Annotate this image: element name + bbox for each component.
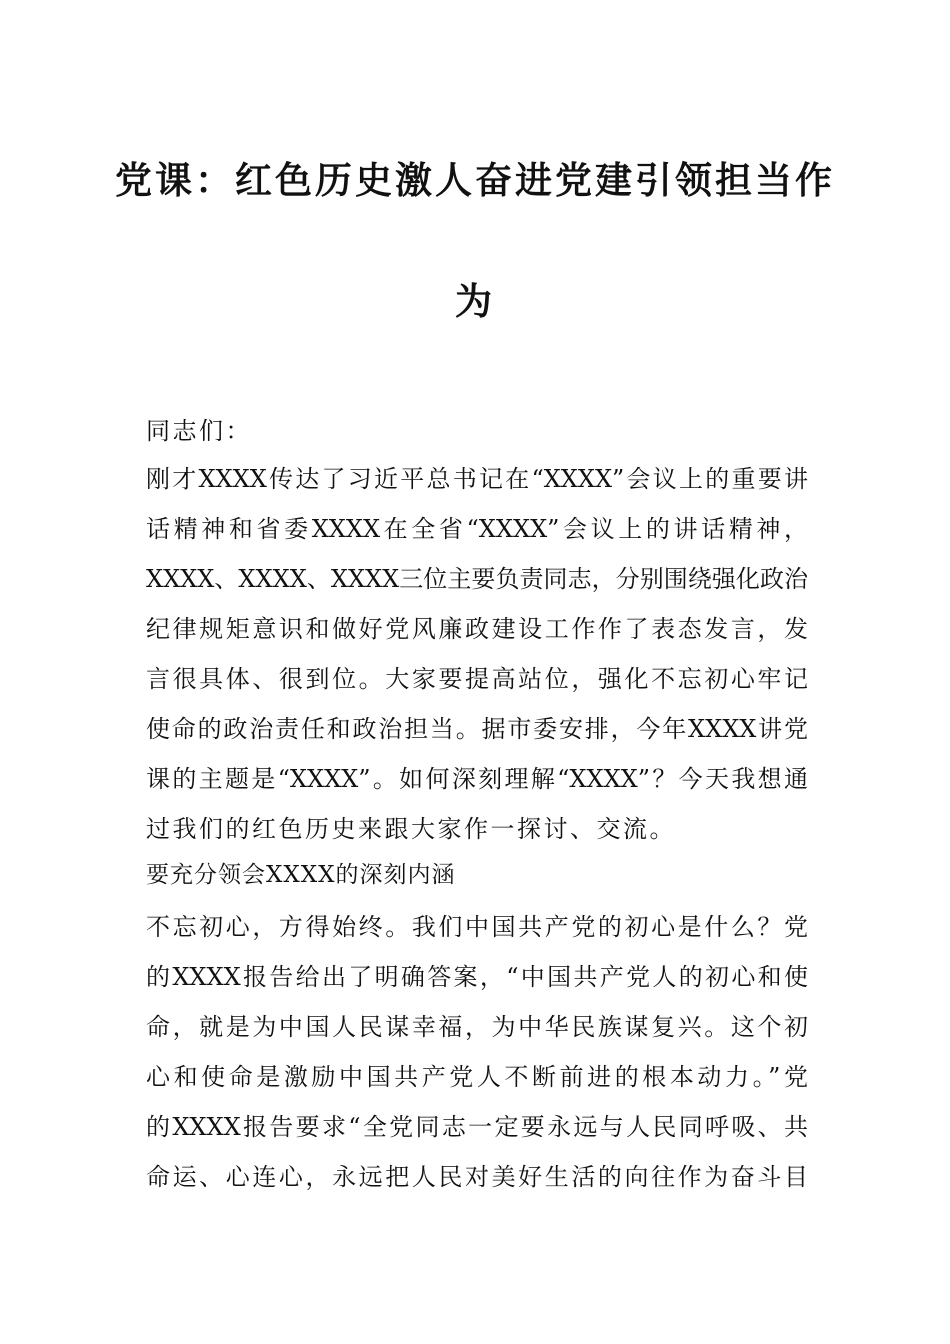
body-line: 命运、心连心，永远把人民对美好生活的向往作为奋斗目 [146, 1163, 808, 1191]
body-line: XXXX、XXXX、XXXX三位主要负责同志，分别围绕强化政治 [146, 565, 808, 593]
body-line: 纪律规矩意识和做好党风廉政建设工作作了表态发言，发 [146, 615, 808, 643]
body-line: 言很具体、很到位。大家要提高站位，强化不忘初心牢记 [146, 665, 808, 693]
body-line: 不忘初心，方得始终。我们中国共产党的初心是什么？党 [146, 913, 808, 941]
body-line: 过我们的红色历史来跟大家作一探讨、交流。 [146, 815, 676, 843]
salutation-line: 同志们： [146, 417, 252, 445]
body-line: 使命的政治责任和政治担当。据市委安排，今年XXXX讲党 [146, 715, 808, 743]
body-line: 命，就是为中国人民谋幸福，为中华民族谋复兴。这个初 [146, 1013, 808, 1041]
body-line: 话精神和省委XXXX在全省“XXXX”会议上的讲话精神， [146, 515, 808, 543]
body-line: 的XXXX报告要求“全党同志一定要永远与人民同呼吸、共 [146, 1113, 808, 1141]
body-line: 的XXXX报告给出了明确答案，“中国共产党人的初心和使 [146, 963, 808, 991]
section-heading: 要充分领会XXXX的深刻内涵 [146, 862, 456, 888]
body-line: 心和使命是激励中国共产党人不断前进的根本动力。”党 [146, 1063, 808, 1091]
body-line: 刚才XXXX传达了习近平总书记在“XXXX”会议上的重要讲 [146, 465, 808, 493]
document-title-continuation: 为 [455, 279, 495, 323]
document-title: 党课：红色历史激人奋进党建引领担当作 [115, 158, 835, 202]
body-line: 课的主题是“XXXX”。如何深刻理解“XXXX”？今天我想通 [146, 765, 808, 793]
